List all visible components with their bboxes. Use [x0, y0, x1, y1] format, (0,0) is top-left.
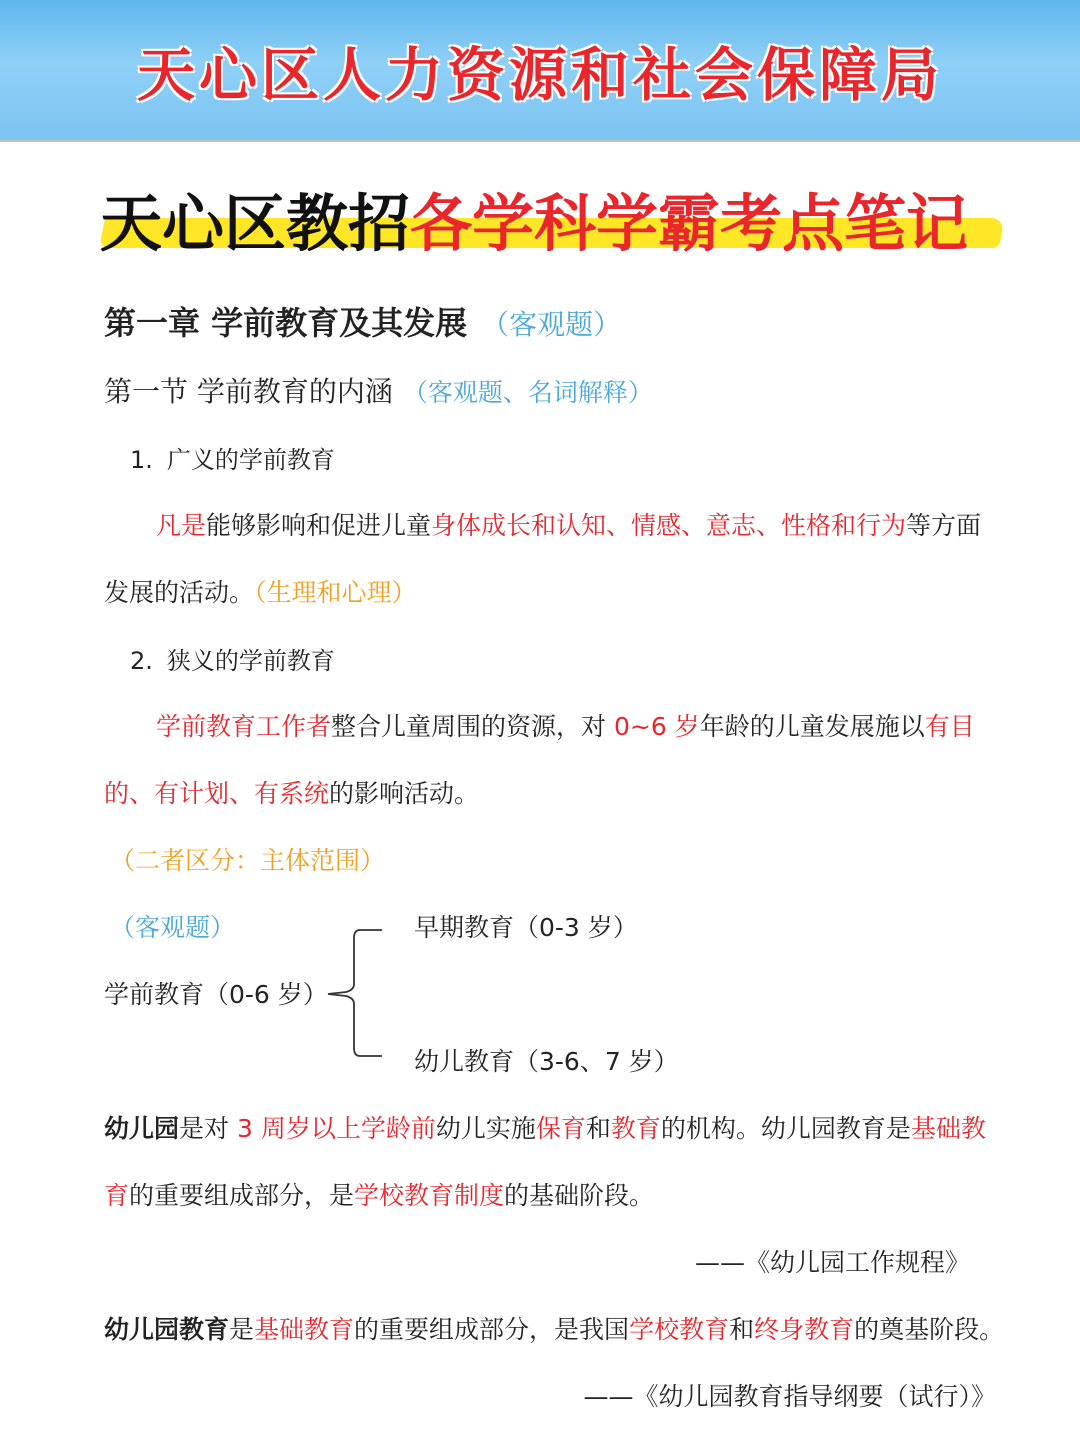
- item2-text-a: 学前教育工作者: [156, 712, 332, 741]
- item2-text-line1: [156, 707, 975, 743]
- section-tag: （客观题、名词解释）: [402, 378, 653, 407]
- para1-f: 和: [585, 1114, 611, 1143]
- item2-text-d: 年龄的儿童发展施以: [699, 712, 925, 741]
- para1-b: 是对: [179, 1114, 237, 1143]
- para2-a: 幼儿园教育: [104, 1315, 230, 1344]
- kindergarten-para-line1: [104, 1109, 986, 1145]
- item1-text-c: 身体成长和认知、情感、意志、性格和行为: [431, 511, 907, 540]
- item2-label: 狭义的学前教育: [166, 647, 335, 675]
- item2-text-b: 整合儿童周围的资源，对: [331, 712, 614, 741]
- tree-root: 学前教育（0-6 岁）: [104, 980, 328, 1009]
- para1-g: 教育: [610, 1114, 661, 1143]
- item1-text-d: 等方面: [906, 511, 982, 540]
- item2-text-f: 的、有计划、有系统: [104, 779, 330, 808]
- para1-i: 基础教: [910, 1114, 986, 1143]
- item1-text-a: 凡是: [156, 511, 207, 540]
- objective-tag: （客观题）: [110, 913, 236, 942]
- source-guidance-outline: ——《幼儿园教育指导纲要（试行）》: [583, 1382, 996, 1411]
- para1-k: 的重要组成部分，是: [129, 1181, 355, 1210]
- item2-number: 2.: [130, 647, 153, 675]
- item2-text-e: 有目: [924, 712, 975, 741]
- item1-note: （生理和心理）: [254, 578, 417, 607]
- para2-d: 的重要组成部分，是我国: [354, 1315, 630, 1344]
- banner-title: 天心区人力资源和社会保障局: [136, 41, 943, 109]
- para2-e: 学校教育: [629, 1315, 730, 1344]
- para1-l: 学校教育制度: [354, 1181, 505, 1210]
- item2-text-g: 的影响活动。: [329, 779, 480, 808]
- kindergarten-para-line2: [104, 1176, 654, 1212]
- item2-text-line2: [104, 774, 479, 810]
- item1-text-b: 能够影响和促进儿童: [206, 511, 432, 540]
- kindergarten-education-para: [104, 1310, 1004, 1346]
- para1-j: 育: [104, 1181, 130, 1210]
- para1-e: 保育: [535, 1114, 586, 1143]
- para1-m: 的基础阶段。: [504, 1181, 655, 1210]
- tree-early-education: 早期教育（0-3 岁）: [414, 913, 638, 942]
- main-title: [100, 174, 968, 263]
- item2-text-c: 0~6 岁: [613, 712, 700, 741]
- header-banner: [0, 0, 1080, 142]
- para1-d: 幼儿实施: [435, 1114, 536, 1143]
- chapter-heading: [104, 298, 621, 344]
- difference-note: （二者区分：主体范围）: [110, 846, 386, 875]
- item1-text-line2: [104, 573, 417, 609]
- item1-text-line1: [156, 506, 981, 542]
- tree-child-education: 幼儿教育（3-6、7 岁）: [414, 1047, 679, 1076]
- para2-c: 基础教育: [254, 1315, 355, 1344]
- para2-b: 是: [229, 1315, 255, 1344]
- item1-text-e: 发展的活动。: [104, 578, 255, 607]
- para2-h: 的奠基阶段。: [854, 1315, 1005, 1344]
- tree-brace: [320, 928, 390, 1058]
- item2-heading: [130, 641, 335, 676]
- main-title-red: 各学科学霸考点笔记: [410, 187, 969, 260]
- section-heading: [104, 370, 653, 410]
- para2-g: 终身教育: [754, 1315, 855, 1344]
- para1-a: 幼儿园: [104, 1114, 180, 1143]
- source-work-rules: ——《幼儿园工作规程》: [694, 1248, 970, 1277]
- chapter-tag: （客观题）: [481, 308, 622, 341]
- section-title: 第一节 学前教育的内涵: [104, 375, 393, 408]
- para1-h: 的机构。幼儿园教育是: [660, 1114, 911, 1143]
- main-title-block: [100, 170, 1010, 260]
- para2-f: 和: [729, 1315, 755, 1344]
- main-title-black: 天心区教招: [100, 187, 411, 260]
- item1-label: 广义的学前教育: [166, 446, 335, 474]
- chapter-title: 第一章 学前教育及其发展: [104, 304, 468, 342]
- item1-number: 1.: [130, 446, 153, 474]
- para1-c: 3 周岁以上学龄前: [236, 1114, 436, 1143]
- item1-heading: [130, 440, 335, 475]
